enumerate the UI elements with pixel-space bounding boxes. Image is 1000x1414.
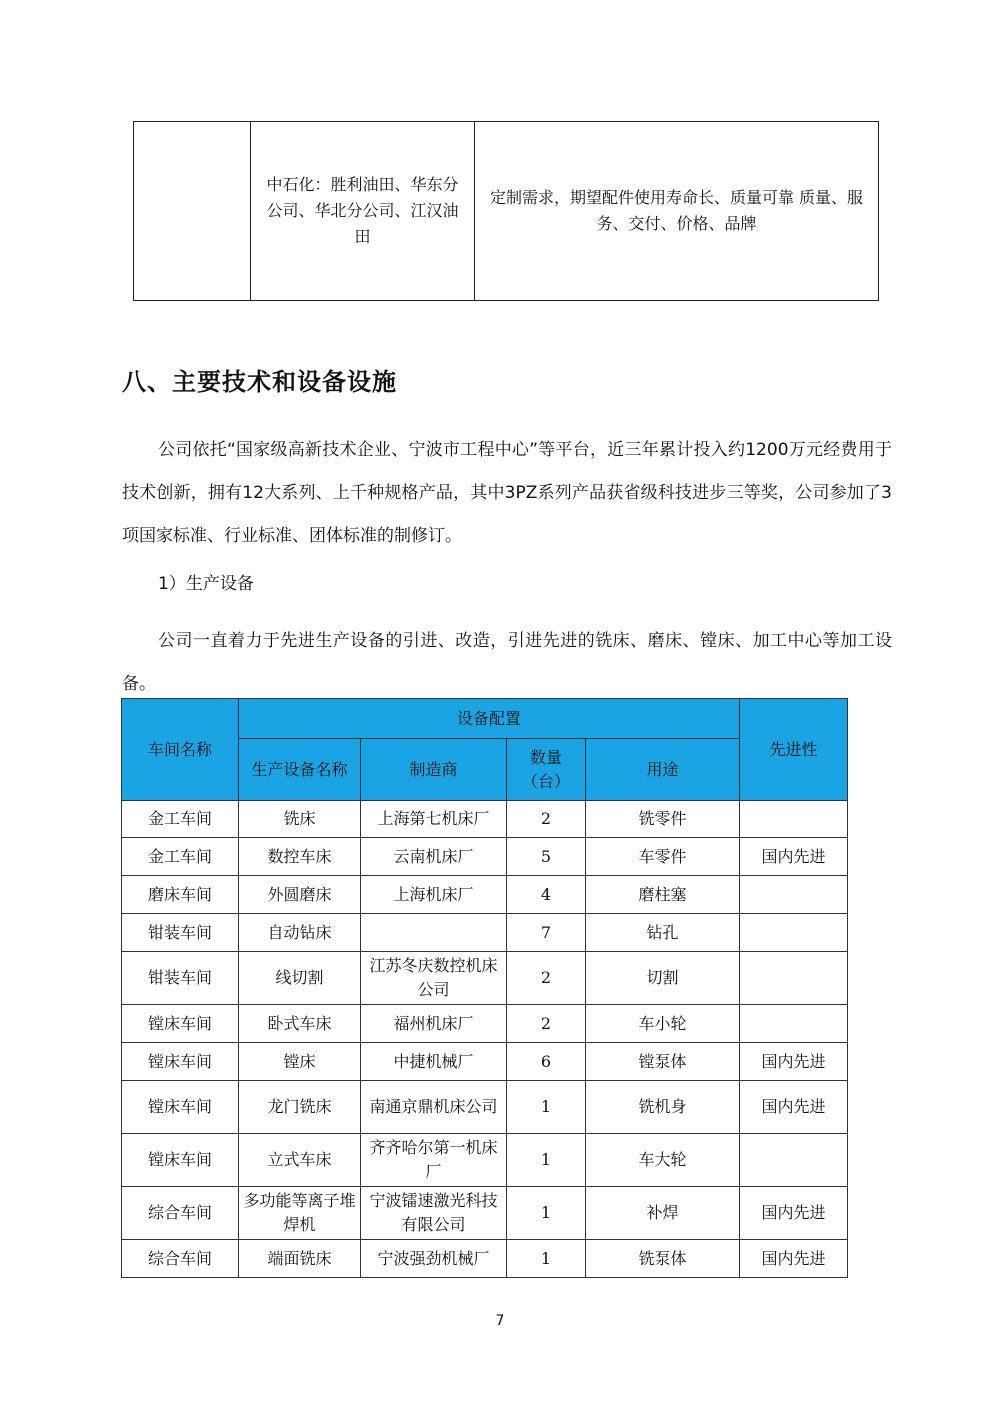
table-cell: 磨床车间 [122, 876, 239, 914]
table-cell [740, 876, 848, 914]
subsection-heading: 1）生产设备 [158, 574, 254, 594]
table-cell: 江苏冬庆数控机床公司 [361, 952, 507, 1005]
table-cell [740, 1005, 848, 1043]
table-cell [134, 122, 251, 301]
table-cell: 铣零件 [586, 801, 740, 838]
table-cell: 铣机身 [586, 1081, 740, 1134]
equipment-table [121, 698, 848, 1278]
table-cell: 钻孔 [586, 914, 740, 952]
table-cell: 钳装车间 [122, 914, 239, 952]
header-equipment: 生产设备名称 [239, 739, 361, 801]
table-row [122, 876, 848, 914]
table-cell: 2 [507, 1005, 586, 1043]
table-cell: 1 [507, 1187, 586, 1240]
table-cell: 金工车间 [122, 801, 239, 838]
header-use: 用途 [586, 739, 740, 801]
table-cell: 补焊 [586, 1187, 740, 1240]
table-cell [740, 1134, 848, 1187]
table-cell: 金工车间 [122, 838, 239, 876]
table-cell: 卧式车床 [239, 1005, 361, 1043]
table-cell: 车大轮 [586, 1134, 740, 1187]
table-cell: 龙门铣床 [239, 1081, 361, 1134]
table-cell: 南通京鼎机床公司 [361, 1081, 507, 1134]
table-cell: 综合车间 [122, 1187, 239, 1240]
table-row [122, 1043, 848, 1081]
table-row [122, 914, 848, 952]
table-cell: 磨柱塞 [586, 876, 740, 914]
table-cell: 立式车床 [239, 1134, 361, 1187]
table-cell: 镗泵体 [586, 1043, 740, 1081]
table-cell: 云南机床厂 [361, 838, 507, 876]
table-cell: 外圆磨床 [239, 876, 361, 914]
table-cell: 车小轮 [586, 1005, 740, 1043]
table-cell: 镗床车间 [122, 1081, 239, 1134]
table-cell: 线切割 [239, 952, 361, 1005]
table-row [122, 1081, 848, 1134]
table-cell: 国内先进 [740, 1043, 848, 1081]
table-cell [740, 801, 848, 838]
table-row [122, 1187, 848, 1240]
table-body [122, 801, 848, 1278]
table-cell: 6 [507, 1043, 586, 1081]
paragraph: 公司依托“国家级高新技术企业、宁波市工程中心”等平台，近三年累计投入约1200万元经费用于技术创新，拥有12大系列、上千种规格产品，其中3PZ系列产品获省级科技进步三等奖，公司参加了3项国家标准、行业标准、团体标准的制修订。 [122, 440, 892, 546]
table-cell [740, 914, 848, 952]
table-cell: 铣泵体 [586, 1240, 740, 1278]
table-cell: 上海第七机床厂 [361, 801, 507, 838]
table-cell: 上海机床厂 [361, 876, 507, 914]
header-row [122, 699, 848, 739]
table-cell: 国内先进 [740, 1081, 848, 1134]
table-cell: 2 [507, 801, 586, 838]
header-workshop: 车间名称 [122, 699, 239, 801]
table-cell: 自动钻床 [239, 914, 361, 952]
section-heading: 八、主要技术和设备设施 [122, 367, 397, 396]
table-cell: 钳装车间 [122, 952, 239, 1005]
table-cell: 定制需求，期望配件使用寿命长、质量可靠 质量、服务、交付、价格、品牌 [475, 122, 879, 301]
table-cell: 车零件 [586, 838, 740, 876]
table-row [122, 838, 848, 876]
table-cell: 5 [507, 838, 586, 876]
table-cell: 宁波强劲机械厂 [361, 1240, 507, 1278]
table-cell: 福州机床厂 [361, 1005, 507, 1043]
table-cell: 镗床 [239, 1043, 361, 1081]
table-cell [361, 914, 507, 952]
table-row [122, 1005, 848, 1043]
header-advanced: 先进性 [740, 699, 848, 801]
table-cell: 宁波镭速激光科技有限公司 [361, 1187, 507, 1240]
table-cell: 镗床车间 [122, 1134, 239, 1187]
top-continuation-table [133, 121, 879, 301]
header-maker: 制造商 [361, 739, 507, 801]
table-cell: 齐齐哈尔第一机床厂 [361, 1134, 507, 1187]
table-cell: 4 [507, 876, 586, 914]
table-row [122, 952, 848, 1005]
table-cell: 中捷机械厂 [361, 1043, 507, 1081]
table-header [122, 699, 848, 801]
table-cell: 切割 [586, 952, 740, 1005]
table-cell: 中石化：胜利油田、华东分公司、华北分公司、江汉油田 [251, 122, 475, 301]
paragraph: 公司一直着力于先进生产设备的引进、改造，引进先进的铣床、磨床、镗床、加工中心等加工设备。 [122, 631, 892, 694]
table-cell: 端面铣床 [239, 1240, 361, 1278]
table-row [122, 1240, 848, 1278]
table-cell: 国内先进 [740, 838, 848, 876]
header-config: 设备配置 [239, 699, 740, 739]
table-cell: 镗床车间 [122, 1043, 239, 1081]
table-cell [740, 952, 848, 1005]
table-cell: 数控车床 [239, 838, 361, 876]
table-cell: 1 [507, 1134, 586, 1187]
table-cell: 国内先进 [740, 1187, 848, 1240]
table-cell: 1 [507, 1240, 586, 1278]
header-qty: 数量（台） [507, 739, 586, 801]
table-row [122, 1134, 848, 1187]
table-cell: 1 [507, 1081, 586, 1134]
table-cell: 铣床 [239, 801, 361, 838]
table-cell: 镗床车间 [122, 1005, 239, 1043]
table-cell: 综合车间 [122, 1240, 239, 1278]
table-row [134, 122, 879, 301]
table-cell: 7 [507, 914, 586, 952]
table-cell: 国内先进 [740, 1240, 848, 1278]
table-cell: 多功能等离子堆焊机 [239, 1187, 361, 1240]
page-number: 7 [495, 1313, 505, 1329]
table-row [122, 801, 848, 838]
table-cell: 2 [507, 952, 586, 1005]
